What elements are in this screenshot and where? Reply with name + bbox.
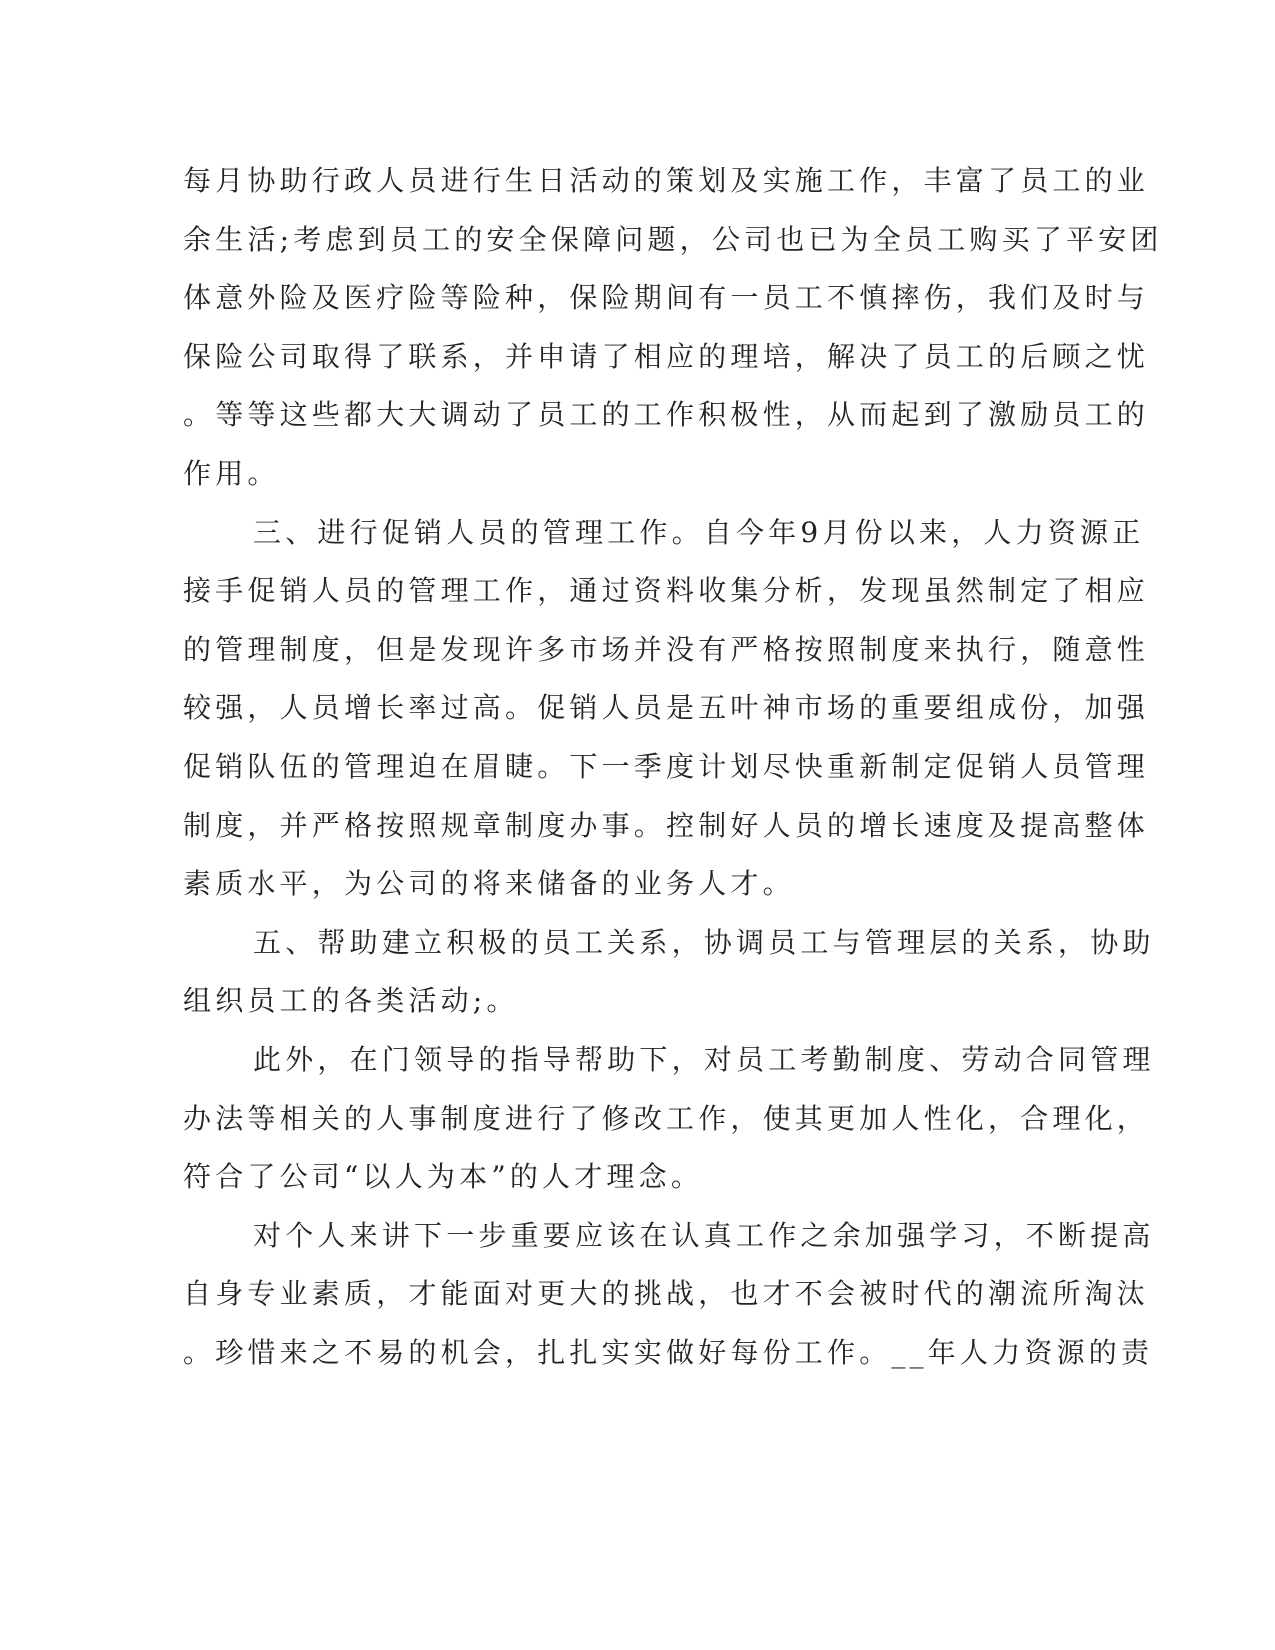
text-line: 符合了公司“以人为本”的人才理念。 [183,1160,704,1193]
text-line: 体意外险及医疗险等险种，保险期间有一员工不慎摔伤，我们及时与 [183,281,1150,314]
paragraph-first-line: 三、进行促销人员的管理工作。自今年9月份以来，人力资源正 [253,516,1145,549]
text-line: 。等等这些都大大调动了员工的工作积极性，从而起到了激励员工的 [183,398,1150,431]
text-line: 自身专业素质，才能面对更大的挑战，也才不会被时代的潮流所淘汰 [183,1277,1150,1310]
text-line: 余生活;考虑到员工的安全保障问题，公司也已为全员工购买了平安团 [183,223,1163,256]
text-line: 的管理制度，但是发现许多市场并没有严格按照制度来执行，随意性 [183,633,1150,666]
text-line: 制度，并严格按照规章制度办事。控制好人员的增长速度及提高整体 [183,809,1150,842]
text-line: 较强，人员增长率过高。促销人员是五叶神市场的重要组成份，加强 [183,691,1150,724]
text-line: 接手促销人员的管理工作，通过资料收集分析，发现虽然制定了相应 [183,574,1150,607]
text-line: 组织员工的各类活动;。 [183,984,519,1017]
text-line: 每月协助行政人员进行生日活动的策划及实施工作，丰富了员工的业 [183,164,1150,197]
text-line: 办法等相关的人事制度进行了修改工作，使其更加人性化，合理化， [183,1102,1150,1135]
text-line: 作用。 [183,457,280,490]
paragraph-first-line: 对个人来讲下一步重要应该在认真工作之余加强学习，不断提高 [253,1219,1155,1252]
paragraph-first-line: 此外，在门领导的指导帮助下，对员工考勤制度、劳动合同管理 [253,1043,1155,1076]
text-line: 。珍惜来之不易的机会，扎扎实实做好每份工作。__年人力资源的责 [183,1336,1154,1369]
text-line: 促销队伍的管理迫在眉睫。下一季度计划尽快重新制定促销人员管理 [183,750,1150,783]
text-line: 保险公司取得了联系，并申请了相应的理培，解决了员工的后顾之忧 [183,340,1150,373]
paragraph-first-line: 五、帮助建立积极的员工关系，协调员工与管理层的关系，协助 [253,926,1155,959]
text-line: 素质水平，为公司的将来储备的业务人才。 [183,867,795,900]
